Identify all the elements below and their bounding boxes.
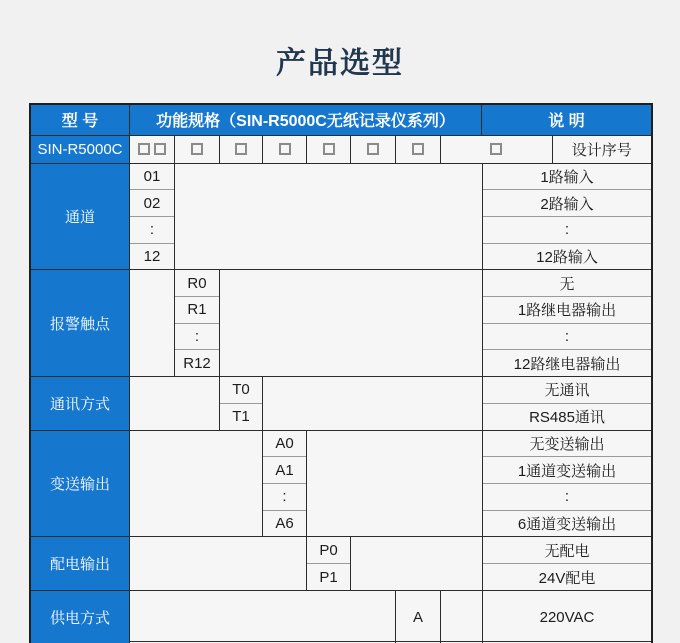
blank-cell — [130, 591, 396, 643]
blank-cell — [441, 591, 482, 643]
placeholder-cell — [351, 136, 396, 163]
section-label: 报警触点 — [31, 270, 130, 376]
placeholder-cell — [175, 136, 220, 163]
page-title: 产品选型 — [276, 47, 404, 80]
desc-cell: 无变送输出 — [529, 436, 605, 454]
code-cell: P0 — [319, 541, 338, 559]
blank-cell — [351, 537, 482, 590]
row-divider — [130, 641, 651, 642]
desc-cell: 1路继电器输出 — [483, 296, 651, 323]
code-cell: A0 — [275, 435, 294, 453]
code-cell: A1 — [263, 456, 306, 483]
desc-cell: 6通道变送输出 — [483, 510, 651, 537]
empty-checkbox-icon — [154, 143, 166, 155]
code-cell: A6 — [263, 510, 306, 537]
code-cell: R1 — [175, 296, 219, 323]
desc-column — [482, 377, 651, 430]
header-desc-col: 说 明 — [482, 105, 651, 135]
desc-column — [482, 164, 651, 270]
empty-checkbox-icon — [412, 143, 424, 155]
section-label: 通道 — [31, 164, 130, 270]
code-cell: 02 — [130, 189, 174, 216]
blank-cell — [130, 377, 220, 430]
code-cell: 01 — [143, 168, 161, 186]
empty-checkbox-icon — [367, 143, 379, 155]
code-placeholder-cells — [130, 136, 552, 163]
desc-cell: 2路输入 — [483, 189, 651, 216]
code-cell: 12 — [130, 243, 174, 270]
code-column — [307, 537, 351, 590]
empty-checkbox-icon — [279, 143, 291, 155]
desc-cell: : — [483, 216, 651, 243]
header-spec-col: 功能规格（SIN-R5000C无纸记录仪系列） — [130, 105, 482, 135]
desc-column — [482, 270, 651, 376]
code-cell: A — [412, 608, 423, 626]
section-alarm-contacts — [31, 269, 651, 376]
code-cell: T0 — [232, 381, 250, 399]
desc-cell: 12路输入 — [483, 243, 651, 270]
section-power-distribution — [31, 536, 651, 590]
blank-cell — [307, 431, 482, 537]
desc-cell: : — [483, 483, 651, 510]
section-label: 通讯方式 — [31, 377, 130, 430]
desc-cell: 220VAC — [539, 608, 595, 626]
placeholder-cell — [396, 136, 441, 163]
code-column — [263, 431, 307, 537]
code-cell: : — [130, 216, 174, 243]
desc-cell: 无通讯 — [544, 382, 590, 400]
code-cell: R0 — [187, 274, 207, 292]
code-column — [175, 270, 220, 376]
section-transmitter-output — [31, 430, 651, 537]
desc-cell: : — [483, 323, 651, 350]
desc-cell: 1路输入 — [540, 169, 594, 187]
code-column — [396, 591, 441, 643]
desc-column — [482, 591, 651, 643]
code-cell: R12 — [175, 349, 219, 376]
blank-cell — [130, 431, 263, 537]
section-label: 供电方式 — [31, 591, 130, 643]
placeholder-cell — [307, 136, 351, 163]
desc-cell: 无 — [559, 275, 575, 293]
empty-checkbox-icon — [235, 143, 247, 155]
code-cell: P1 — [307, 563, 350, 590]
code-column — [130, 164, 175, 270]
header-model-col: 型 号 — [31, 105, 130, 135]
empty-checkbox-icon — [138, 143, 150, 155]
desc-cell: 1通道变送输出 — [483, 456, 651, 483]
code-cell: : — [263, 483, 306, 510]
section-channels — [31, 163, 651, 270]
placeholder-cell — [441, 136, 552, 163]
design-serial-desc: 设计序号 — [552, 136, 652, 163]
placeholder-cell — [130, 136, 175, 163]
section-communication — [31, 376, 651, 430]
empty-checkbox-icon — [490, 143, 502, 155]
desc-cell: RS485通讯 — [483, 403, 651, 430]
section-label: 变送输出 — [31, 431, 130, 537]
section-power-supply — [31, 590, 651, 643]
model-name: SIN-R5000C — [31, 136, 130, 163]
blank-cell — [130, 270, 175, 376]
placeholder-cell — [263, 136, 307, 163]
desc-cell: 24V配电 — [483, 563, 651, 590]
model-row — [31, 135, 651, 163]
blank-cell — [263, 377, 482, 430]
blank-cell — [175, 164, 482, 270]
desc-column — [482, 537, 651, 590]
code-column — [220, 377, 263, 430]
desc-column — [482, 431, 651, 537]
desc-cell: 12路继电器输出 — [483, 349, 651, 376]
code-cell: T1 — [220, 403, 262, 430]
code-cell: : — [175, 323, 219, 350]
section-label: 配电输出 — [31, 537, 130, 590]
blank-cell — [220, 270, 482, 376]
table-header-row — [31, 105, 651, 135]
product-selection-table — [29, 103, 653, 643]
placeholder-cell — [220, 136, 263, 163]
blank-cell — [130, 537, 307, 590]
empty-checkbox-icon — [191, 143, 203, 155]
empty-checkbox-icon — [323, 143, 335, 155]
desc-cell: 无配电 — [544, 542, 590, 560]
